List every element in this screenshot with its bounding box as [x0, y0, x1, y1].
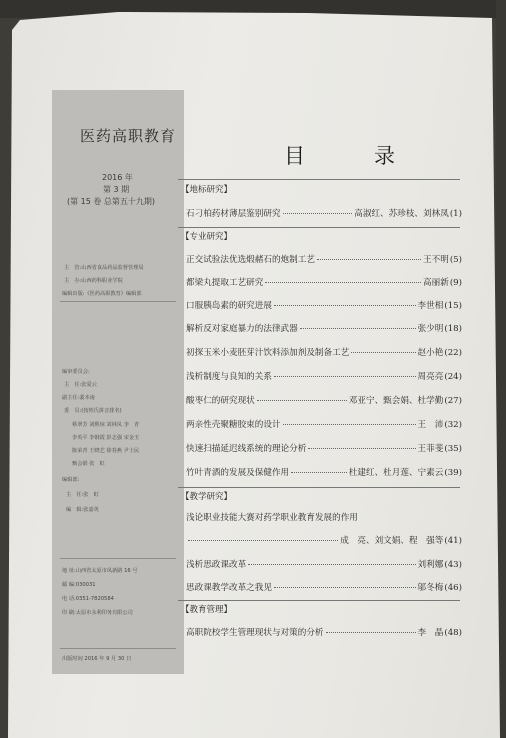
entry-authors: 周亮亮: [417, 372, 444, 382]
editorial-label: 编辑部:: [62, 477, 80, 483]
entry-page: (15): [444, 301, 462, 311]
dot-leader: [308, 448, 415, 449]
dot-leader: [274, 305, 416, 306]
entry-page: (41): [444, 536, 462, 546]
entry-authors: 成 亮、刘文娟、程 强等: [340, 536, 444, 546]
committee-director: 主 任:张爱云: [64, 382, 97, 388]
dot-leader: [283, 213, 353, 214]
section-rule: [178, 227, 460, 228]
toc-entry: [186, 418, 462, 430]
entry-authors: 李 晶: [417, 628, 444, 638]
entry-title: 快速扫描延迟线系统的理论分析: [186, 444, 307, 454]
section-rule: [178, 600, 460, 601]
dot-leader: [265, 282, 421, 283]
member-row: 蔡翠芳 刘熙琼 刘林凤 李 青: [72, 422, 140, 428]
entry-authors: 刘利娜: [417, 560, 444, 570]
dot-leader: [274, 587, 416, 588]
editorial-chief: 主 任:张 虹: [66, 492, 99, 498]
toc-entry: [186, 534, 462, 546]
entry-authors: 张少明: [417, 324, 444, 334]
member-row: 甄会娟 张 虹: [72, 461, 105, 467]
section-heading: 【地标研究】: [181, 185, 233, 195]
entry-page: (46): [444, 583, 462, 593]
entry-title: 竹叶青酒的发展及保健作用: [186, 468, 290, 478]
issue-number: 第 3 期: [103, 185, 130, 194]
entry-authors: 杜建红、杜月莲、宁素云: [348, 468, 444, 478]
entry-page: (24): [444, 372, 462, 382]
section-heading: 【教学研究】: [181, 492, 233, 502]
entry-title: 都梁丸提取工艺研究: [186, 278, 264, 288]
entry-page: (48): [444, 628, 462, 638]
entry-title: 解析反对家庭暴力的法律武器: [186, 324, 298, 334]
dot-leader: [188, 540, 338, 541]
divider: [60, 301, 176, 302]
entry-page: (18): [444, 324, 462, 334]
dot-leader: [248, 564, 415, 565]
toc-entry: [186, 276, 462, 288]
toc-entry: [186, 466, 462, 478]
entry-page: (22): [444, 348, 462, 358]
entry-authors: 王菲斐: [417, 444, 444, 454]
issue-year: 2016 年: [102, 173, 133, 182]
entry-authors: 高淑红、苏珍枝、刘林凤: [354, 209, 449, 219]
volume-number: (第 15 卷 总第五十九期): [67, 197, 156, 206]
entry-page: (43): [444, 560, 462, 570]
organizer-line: 主 办:山西药科职业学院: [64, 278, 123, 284]
entry-title: 正交试验法优选煅赭石的炮制工艺: [186, 255, 315, 265]
entry-authors: 邓亚宁、甄会娟、杜学勤: [348, 396, 444, 406]
editorial-editor: 编 辑:张嘉英: [66, 507, 99, 513]
entry-authors: 赵小艳: [417, 348, 444, 358]
entry-authors: 李世相: [417, 301, 444, 311]
divider: [60, 558, 176, 559]
dot-leader: [283, 424, 416, 425]
toc-entry: [186, 394, 462, 406]
toc-entry: [186, 346, 462, 358]
entry-page: (27): [444, 396, 462, 406]
entry-page: (9): [449, 278, 462, 288]
members-label: 委 员:(按姓氏拼音排名): [64, 408, 122, 414]
entry-authors: 邬冬梅: [417, 583, 444, 593]
entry-title: 初探玉米小麦胚芽汁饮料添加剂及制备工艺: [186, 348, 350, 358]
dot-leader: [291, 472, 347, 473]
address-line: 地 址:山西省太原市凤新路 16 号: [62, 568, 138, 574]
entry-title: 酸枣仁的研究现状: [186, 396, 255, 406]
divider: [60, 648, 176, 649]
toc-entry: [186, 370, 462, 382]
printer-line: 印 刷:太原市永利印务有限公司: [62, 610, 133, 616]
postcode-line: 邮 编:030031: [62, 582, 96, 588]
dot-leader: [300, 328, 416, 329]
dot-leader: [317, 259, 421, 260]
dot-leader: [326, 632, 416, 633]
entry-title: 石刁柏药材薄层鉴别研究: [186, 209, 281, 219]
member-row: 陈荣青 王晓艺 徐春燕 尹士民: [72, 448, 140, 454]
toc-entry: [186, 207, 462, 219]
committee-vice-director: 副主任:裴本南: [62, 395, 95, 401]
entry-title: 高职院校学生管理现状与对策的分析: [186, 628, 324, 638]
section-rule: [178, 179, 460, 180]
entry-authors: 王不明: [423, 255, 449, 265]
sponsor-line: 主 管:山西省食品药品监督管理局: [64, 265, 144, 271]
toc-entry: [186, 253, 462, 265]
section-heading: 【教育管理】: [181, 605, 233, 615]
toc-entry: [186, 299, 462, 311]
toc-entry: [186, 626, 462, 638]
entry-page: (32): [444, 420, 462, 430]
toc-entry: [186, 442, 462, 454]
toc-entry: [186, 558, 462, 570]
dot-leader: [351, 352, 415, 353]
dot-leader: [257, 400, 347, 401]
entry-title: 两亲性壳聚糖胶束的设计: [186, 420, 281, 430]
phone-line: 电 话:0351-7820584: [62, 596, 114, 602]
dot-leader: [274, 376, 416, 377]
entry-title: 浅论职业技能大赛对药学职业教育发展的作用: [186, 513, 358, 523]
journal-title: 医药高职教育: [80, 127, 177, 145]
toc-title: 目 录: [284, 144, 419, 168]
toc-entry: [186, 581, 462, 593]
entry-authors: 王 沛: [417, 420, 444, 430]
entry-page: (35): [444, 444, 462, 454]
publication-date: 出版时间 2016 年 9 月 30 日: [62, 656, 132, 662]
section-rule: [178, 487, 460, 488]
publisher-line: 编辑出版:《医药高职教育》编辑部: [62, 291, 142, 297]
entry-page: (1): [449, 209, 462, 219]
entry-title: 思政课教学改革之我见: [186, 583, 272, 593]
section-heading: 【专业研究】: [181, 232, 233, 242]
entry-title: 浅析制度与良知的关系: [186, 372, 272, 382]
member-row: 李英平 李钢霞 彭志强 宋金玉: [72, 435, 140, 441]
entry-page: (39): [444, 468, 462, 478]
entry-authors: 高丽新: [423, 278, 449, 288]
committee-label: 编审委员会:: [62, 369, 90, 375]
toc-entry: [186, 322, 462, 334]
entry-page: (5): [449, 255, 462, 265]
entry-title: 口服胰岛素的研究进展: [186, 301, 272, 311]
entry-title: 浅析思政课改革: [186, 560, 247, 570]
